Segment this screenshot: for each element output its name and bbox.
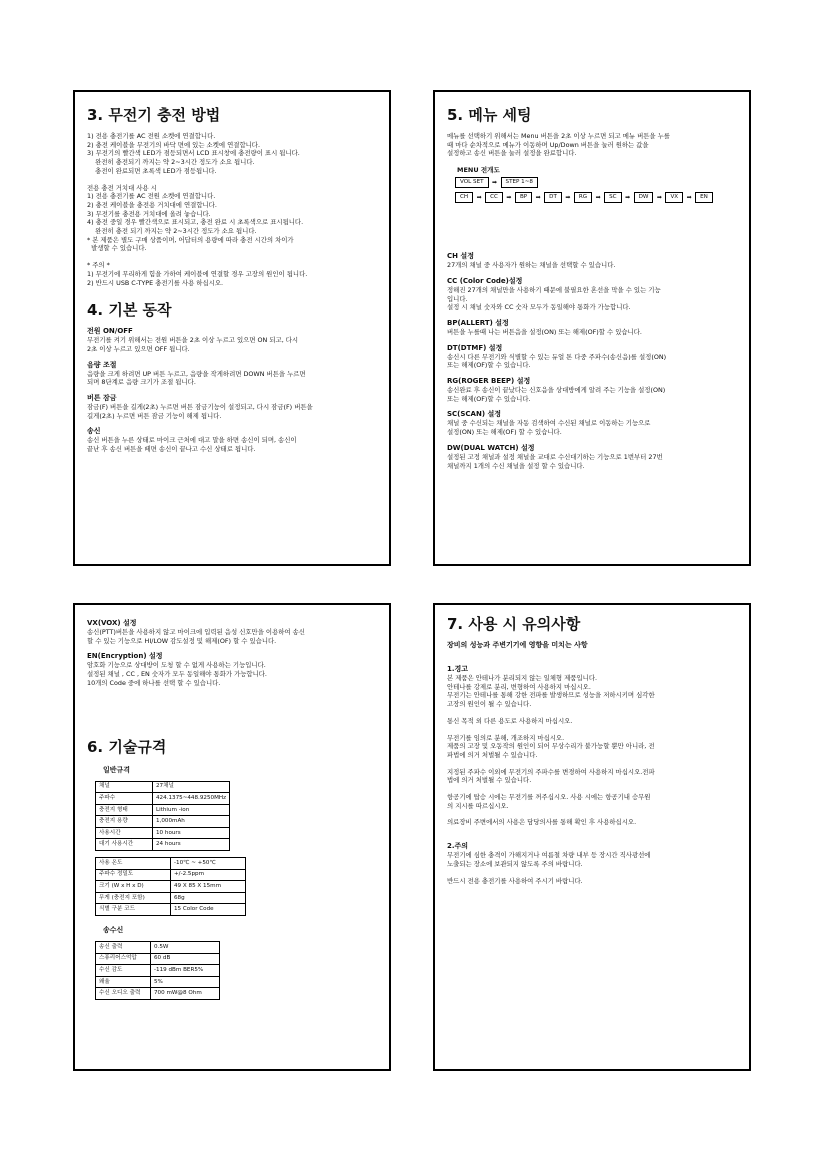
arrow-right-icon: ➡ <box>492 179 498 187</box>
spec-value: -10℃ ~ +50℃ <box>171 858 246 870</box>
menu-intro: 메뉴를 선택하기 위해서는 Menu 버튼을 2초 이상 누르면 되고 메뉴 버튼을 누를 때 마다 순차적으로 메뉴가 이동하며 Up/Down 버튼을 눌러 원하는 값을 설정하고 송신 버튼을 눌러 설정을 완료합니다. <box>447 132 670 158</box>
menu-node: DT <box>544 192 562 203</box>
spec-value: -119 dBm BER5% <box>151 965 220 977</box>
section-title-charging: 3. 무전기 충전 방법 <box>87 106 221 124</box>
general-spec-table <box>95 781 230 852</box>
warning-text-2: 통신 목적 외 다른 용도로 사용하지 마십시오. <box>447 716 573 725</box>
lock-heading: 버튼 잠금 <box>87 394 117 403</box>
rg-heading: RG(ROGER BEEP) 설정 <box>447 377 531 386</box>
arrow-right-icon: ➡ <box>506 194 512 202</box>
menu-node: STEP 1~8 <box>501 177 538 188</box>
precautions-subtitle: 장비의 성능과 주변기기에 영향을 미치는 사항 <box>447 641 588 649</box>
spec-label: 충전지 형태 <box>96 804 153 816</box>
sc-heading: SC(SCAN) 설정 <box>447 410 501 419</box>
charging-steps: 1) 전용 충전기를 AC 전원 소켓에 연결합니다. 2) 충전 케이블을 무전기의 바닥 면에 있는 소켓에 연결합니다. 3) 무전기의 빨간색 LED가 점등되면서 LCD 표시창에 충전량이 표시 됩니다. 완전히 충전되기 까지는 약 2~3시간 정도가 소요 됩니다. 충전이 완료되면 초록색 LED가 점등됩니다. <box>87 132 300 175</box>
bp-heading: BP(ALLERT) 설정 <box>447 318 509 327</box>
table-row <box>96 965 220 977</box>
table-row <box>96 827 230 839</box>
volume-text: 음량을 크게 하려면 UP 버튼 누르고, 음량을 작게하려면 DOWN 버튼을 누르면 되며 8단계로 음량 크기가 조절 됩니다. <box>87 369 306 387</box>
table-row <box>96 869 246 881</box>
table-row <box>96 988 220 1000</box>
spec-value: 60 dB <box>151 953 220 965</box>
table-row <box>96 953 220 965</box>
section-title-basic: 4. 기본 동작 <box>87 301 172 320</box>
spec-value: 15 Color Code <box>171 904 246 916</box>
menu-diagram-row2 <box>455 192 737 203</box>
spec-label: 주파수 정밀도 <box>96 869 171 881</box>
spec-label: 수신 오디오 출력 <box>96 988 151 1000</box>
table-row <box>96 858 246 870</box>
table-row <box>96 942 220 954</box>
menu-node: VOL SET <box>455 177 489 188</box>
spec-label: 스퓨리어스억압 <box>96 953 151 965</box>
table-row <box>96 816 230 828</box>
section-title-precautions: 7. 사용 시 유의사항 <box>447 615 581 633</box>
txrx-spec-title: 송수신 <box>103 926 124 935</box>
panel-precautions <box>433 603 751 1071</box>
tx-heading: 송신 <box>87 427 101 436</box>
ch-heading: CH 설정 <box>447 252 474 261</box>
arrow-right-icon: ➡ <box>656 194 662 202</box>
cc-heading: CC (Color Code)설정 <box>447 276 523 285</box>
table-row <box>96 976 220 988</box>
power-heading: 전원 ON/OFF <box>87 327 133 336</box>
general-spec-table-2 <box>95 857 246 916</box>
menu-node: VX <box>665 192 683 203</box>
arrow-right-icon: ➡ <box>535 194 541 202</box>
spec-value: 24 hours <box>153 839 230 851</box>
menu-diagram-row1 <box>455 177 737 188</box>
menu-node: RG <box>574 192 592 203</box>
dw-heading: DW(DUAL WATCH) 설정 <box>447 443 535 452</box>
section-title-menu: 5. 메뉴 세팅 <box>447 106 532 124</box>
panel-charging-basic <box>73 90 391 566</box>
en-heading: EN(Encryption) 설정 <box>87 652 163 661</box>
arrow-right-icon: ➡ <box>476 194 482 202</box>
menu-node: CH <box>455 192 473 203</box>
tx-text: 송신 버튼을 누른 상태로 마이크 근처에 대고 말을 하면 송신이 되며, 송신이 끝난 후 송신 버튼을 떼면 송신이 끝나고 수신 상태로 됩니다. <box>87 436 297 454</box>
spec-value: 1,000mAh <box>153 816 230 828</box>
dt-heading: DT(DTMF) 설정 <box>447 343 503 352</box>
arrow-right-icon: ➡ <box>565 194 571 202</box>
panel-menu-setting <box>433 90 751 566</box>
table-row <box>96 839 230 851</box>
ch-text: 27개의 채널 중 사용자가 원하는 채널을 선택할 수 있습니다. <box>447 261 616 270</box>
spec-value: 10 hours <box>153 827 230 839</box>
dt-text: 송신시 다른 무전기와 식별할 수 있는 듀얼 톤 다중 주파수(송신음)를 설정(ON) 또는 해제(OF)할 수 있습니다. <box>447 352 667 370</box>
spec-value: 700 mW@8 Ohm <box>151 988 220 1000</box>
en-text: 암호화 기능으로 상대방이 도청 할 수 없게 사용하는 기능입니다. 설정된 채널 , CC , EN 숫자가 모두 동일해야 통화가 가능합니다. 10개의 Code 중에 하나를 선택 할 수 있습니다. <box>87 661 267 687</box>
spec-label: 송신 출력 <box>96 942 151 954</box>
menu-node: DW <box>634 192 654 203</box>
menu-diagram-title: MENU 전개도 <box>457 166 500 175</box>
warning-text-3: 무전기를 임의로 분해, 개조하지 마십시오. 제품의 고장 및 오동작의 원인이 되어 무상수리가 불가능할 뿐만 아니라, 전 파법에 의거 처벌될 수 있습니다. <box>447 733 655 759</box>
dw-text: 설정된 고정 채널과 설정 채널을 교대로 수신대기하는 기능으로 1번부터 27번 채널까지 1개의 수신 채널을 설정 할 수 있습니다. <box>447 452 663 470</box>
warning-text-4: 지정된 주파수 이외에 무전기의 주파수를 변경하여 사용하지 마십시오.전파 법에 의거 처벌될 수 있습니다. <box>447 767 655 785</box>
spec-label: 채널 <box>96 781 153 793</box>
table-row <box>96 793 230 805</box>
spec-value: 0.5W <box>151 942 220 954</box>
cradle-steps: 전용 충전 거치대 사용 시 1) 전용 충전기를 AC 전원 소켓에 연결합니다. 2) 충전 케이블을 충전용 거치대에 연결합니다. 3) 무전기를 충전용 거치대에 올려 놓습니다. 4) 충전 중일 경우 빨간색으로 표시되고, 충전 완료 시 초록색으로 표시됩니다. 완전히 충전 되기 까지는 약 2~3시간 정도가 소요 됩니다. * 본 제품은 별도 구매 상품이며, 어답터의 용량에 따라 충전 시간의 차이가 발생할 수 있습니다. <box>87 183 304 253</box>
txrx-spec-table <box>95 941 220 1000</box>
arrow-right-icon: ➡ <box>595 194 601 202</box>
spec-label: 대기 사용시간 <box>96 839 153 851</box>
spec-label: 왜율 <box>96 976 151 988</box>
section-title-specs: 6. 기술규격 <box>87 737 167 756</box>
table-row <box>96 781 230 793</box>
spec-label: 사용 온도 <box>96 858 171 870</box>
menu-node: EN <box>695 192 713 203</box>
cc-text: 정해진 27개의 채널만을 사용하기 때문에 불필요한 혼선을 막을 수 있는 기능 입니다. 설정 시 채널 숫자와 CC 숫자 모두가 동일해야 통화가 가능합니다. <box>447 285 661 312</box>
arrow-right-icon: ➡ <box>686 194 692 202</box>
menu-node: BP <box>515 192 532 203</box>
caution-text-1: 무전기에 심한 충격이 가해지거나 여름철 차량 내부 등 장시간 직사광선에 노출되는 장소에 보관되지 않도록 주의 바랍니다. <box>447 851 651 868</box>
vx-text: 송신(PTT)버튼을 사용하지 않고 마이크에 입력된 음성 신호만을 이용하여 송신 할 수 있는 기능으로 HI/LOW 감도설정 및 해제(OF) 할 수 있습니다. <box>87 628 305 645</box>
power-text: 무전기를 켜기 위해서는 전원 버튼을 2초 이상 누르고 있으면 ON 되고, 다시 2초 이상 누르고 있으면 OFF 됩니다. <box>87 336 299 353</box>
spec-value: 49 X 85 X 15mm <box>171 881 246 893</box>
spec-value: 5% <box>151 976 220 988</box>
spec-label: 무게 (충전지 포함) <box>96 892 171 904</box>
lock-text: 잠금(F) 버튼을 길게(2초) 누르면 버튼 잠금기능이 설정되고, 다시 잠금(F) 버튼을 길게(2초) 누르면 버튼 잠금 기능이 해제 됩니다. <box>87 403 313 420</box>
spec-label: 주파수 <box>96 793 153 805</box>
spec-value: Lithium -ion <box>153 804 230 816</box>
arrow-right-icon: ➡ <box>625 194 631 202</box>
volume-heading: 음량 조절 <box>87 360 117 369</box>
caution-heading: 2.주의 <box>447 842 469 851</box>
vx-heading: VX(VOX) 설정 <box>87 619 137 627</box>
spec-value: +/-2.5ppm <box>171 869 246 881</box>
spec-label: 식별 구분 코드 <box>96 904 171 916</box>
menu-node: CC <box>485 192 503 203</box>
charging-caution: * 주의 * 1) 무전기에 무리하게 힘을 가하여 케이블에 연결할 경우 고장의 원인이 됩니다. 2) 반드시 USB C-TYPE 충전기를 사용 하십시오. <box>87 261 308 287</box>
warning-text-1: 본 제품은 안테나가 분리되지 않는 일체형 제품입니다. 안테나를 강제로 분리, 변형하여 사용하지 마십시오. 무전기는 안테나를 통해 강한 전파를 발생하므로 성능을 저하시키며 심각한 고장의 원인이 될 수 있습니다. <box>447 674 655 709</box>
table-row <box>96 904 246 916</box>
warning-heading: 1.경고 <box>447 665 469 673</box>
spec-value: 27채널 <box>153 781 230 793</box>
rg-text: 송신완료 후 송신이 끝났다는 신호음을 상대방에게 알려 주는 기능을 설정(ON) 또는 해제(OF)할 수 있습니다. <box>447 386 666 403</box>
general-spec-title: 일반규격 <box>103 765 131 774</box>
spec-value: 424.1375~448.9250MHz <box>153 793 230 805</box>
panel-specs <box>73 603 391 1071</box>
table-row <box>96 881 246 893</box>
table-row <box>96 804 230 816</box>
spec-value: 68g <box>171 892 246 904</box>
spec-label: 사용시간 <box>96 827 153 839</box>
warning-text-5: 항공기에 탑승 시에는 무전기를 꺼주십시오. 사용 시에는 항공기내 승무원 의 지시를 따르십시오. <box>447 793 651 810</box>
menu-node: SC <box>604 192 621 203</box>
caution-text-2: 반드시 전용 충전기를 사용하여 주시기 바랍니다. <box>447 876 583 885</box>
warning-text-6: 의료장비 주변에서의 사용은 담당의사를 통해 확인 후 사용하십시오. <box>447 818 637 827</box>
table-row <box>96 892 246 904</box>
spec-label: 충전지 용량 <box>96 816 153 828</box>
spec-label: 수신 감도 <box>96 965 151 977</box>
sc-text: 채널 중 수신되는 채널을 자동 검색하여 수신된 채널로 이동하는 기능으로 설정(ON) 또는 해제(OF) 할 수 있습니다. <box>447 419 651 437</box>
spec-label: 크기 (W x H x D) <box>96 881 171 893</box>
bp-text: 버튼을 누를때 나는 버튼음을 설정(ON) 또는 해제(OF)할 수 있습니다. <box>447 327 642 336</box>
